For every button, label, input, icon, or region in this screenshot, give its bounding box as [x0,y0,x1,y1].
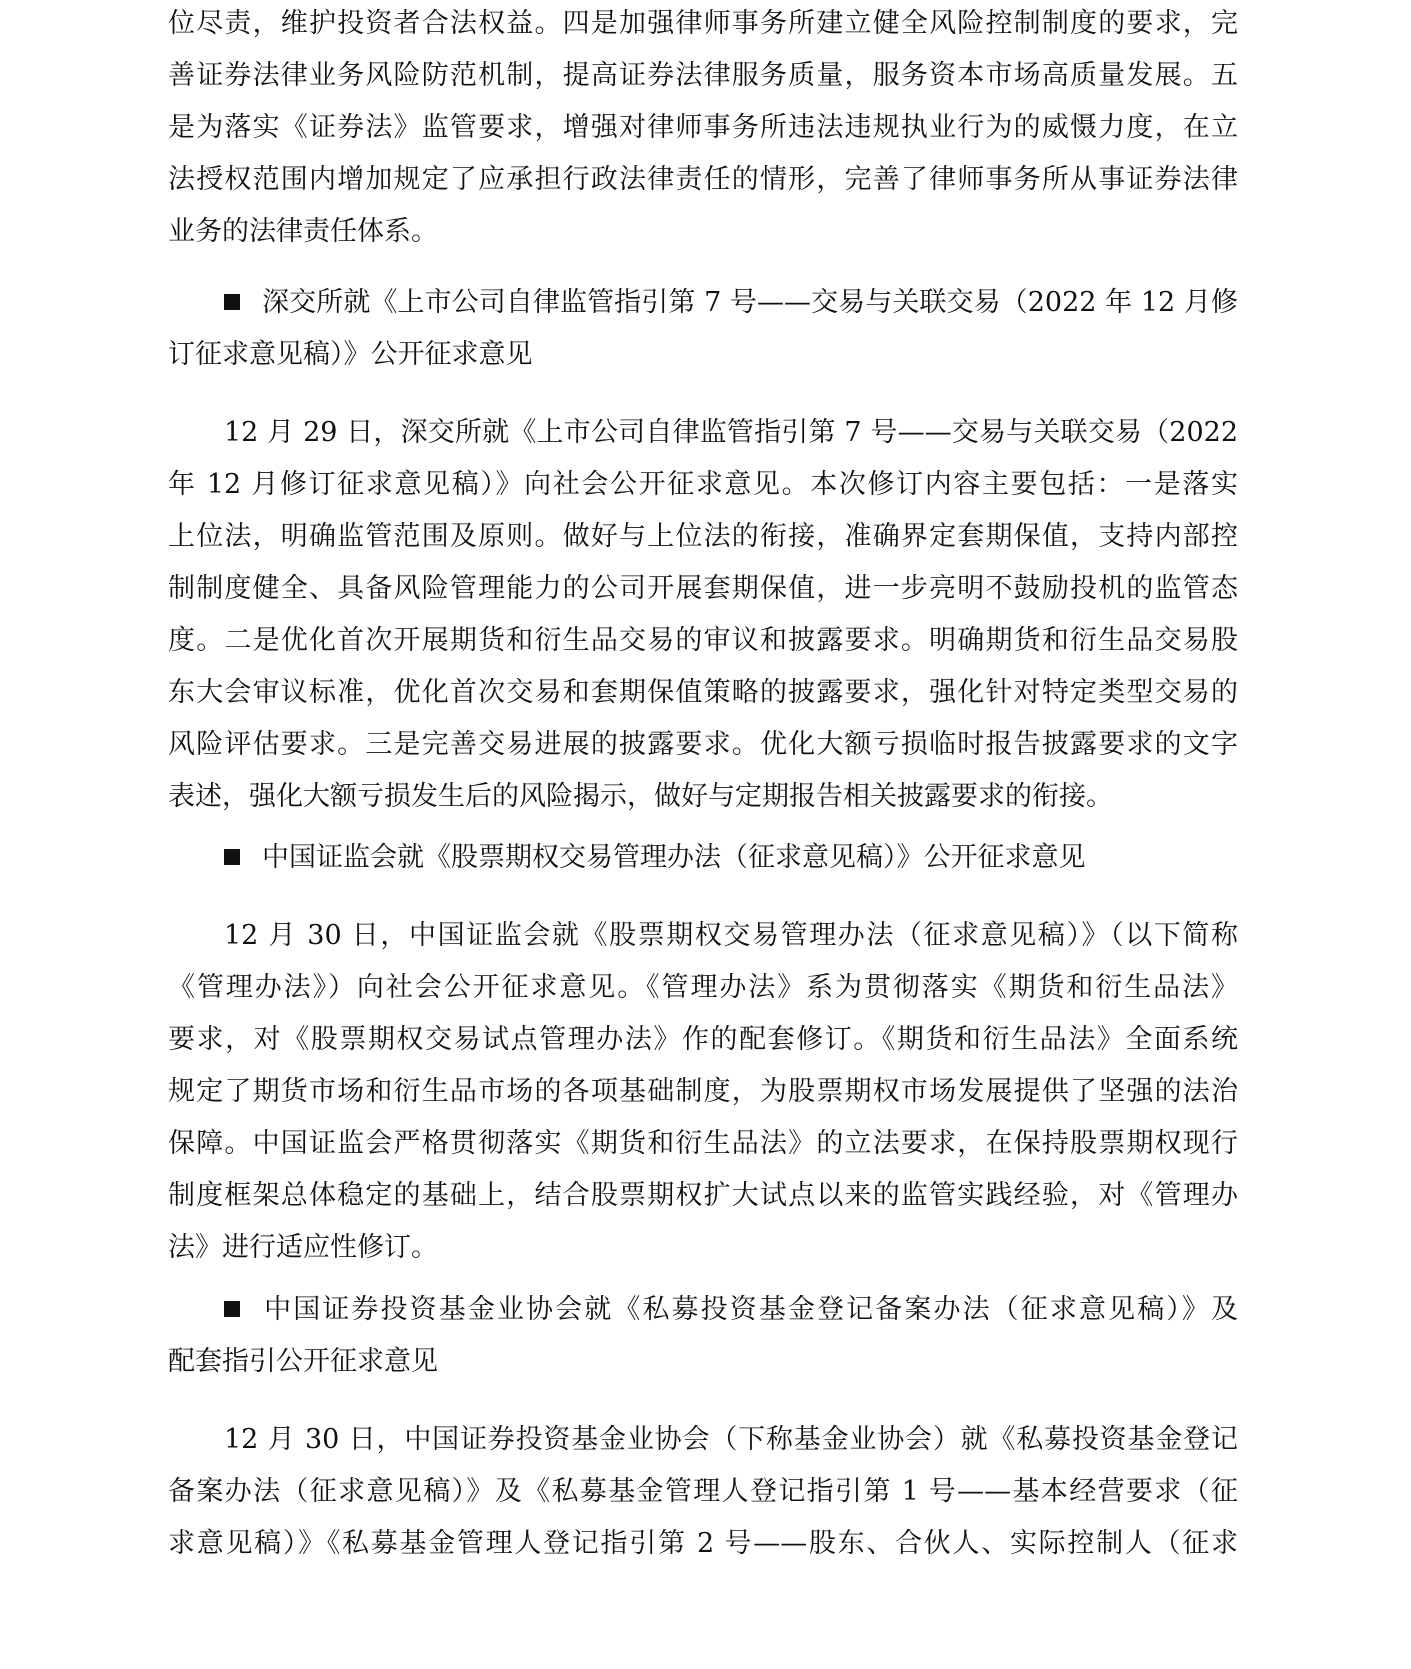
paragraph-amac-line: 备案办法（征求意见稿）》及《私募基金管理人登记指引第 1 号——基本经营要求（征 [168,1476,1238,1507]
paragraph-top-line: 业务的法律责任体系。 [168,216,438,247]
heading-amac: 中国证券投资基金业协会就《私募投资基金登记备案办法（征求意见稿）》及 [168,1290,1238,1330]
bullet-square-icon [224,1301,240,1317]
paragraph-csrc-line: 12 月 30 日，中国证监会就《股票期权交易管理办法（征求意见稿）》（以下简称 [224,920,1238,951]
paragraph-amac-line: 求意见稿）》《私募基金管理人登记指引第 2 号——股东、合伙人、实际控制人（征求 [168,1528,1238,1559]
paragraph-szse-line: 年 12 月修订征求意见稿）》向社会公开征求意见。本次修订内容主要包括：一是落实 [168,469,1238,500]
paragraph-szse-line: 度。二是优化首次开展期货和衍生品交易的审议和披露要求。明确期货和衍生品交易股 [168,625,1238,656]
heading-szse-line: 订征求意见稿）》公开征求意见 [168,339,533,370]
paragraph-top-line: 法授权范围内增加规定了应承担行政法律责任的情形，完善了律师事务所从事证券法律 [168,164,1238,195]
bullet-square-icon [224,849,240,865]
paragraph-szse-line: 东大会审议标准，优化首次交易和套期保值策略的披露要求，强化针对特定类型交易的 [168,677,1238,708]
paragraph-szse-line: 上位法，明确监管范围及原则。做好与上位法的衔接，准确界定套期保值，支持内部控 [168,521,1238,552]
paragraph-szse-line: 制制度健全、具备风险管理能力的公司开展套期保值，进一步亮明不鼓励投机的监管态 [168,573,1238,604]
paragraph-szse-line: 表述，强化大额亏损发生后的风险揭示，做好与定期报告相关披露要求的衔接。 [168,781,1113,812]
heading-szse: 深交所就《上市公司自律监管指引第 7 号——交易与关联交易（2022 年 12 月修 [168,283,1238,323]
paragraph-top-line: 善证券法律业务风险防范机制，提高证券法律服务质量，服务资本市场高质量发展。五 [168,60,1238,91]
paragraph-csrc-line: 规定了期货市场和衍生品市场的各项基础制度，为股票期权市场发展提供了坚强的法治 [168,1076,1238,1107]
paragraph-csrc-line: 要求，对《股票期权交易试点管理办法》作的配套修订。《期货和衍生品法》全面系统 [168,1024,1238,1055]
bullet-square-icon [224,294,240,310]
paragraph-csrc-line: 《管理办法》）向社会公开征求意见。《管理办法》系为贯彻落实《期货和衍生品法》 [168,972,1238,1003]
paragraph-csrc-line: 保障。中国证监会严格贯彻落实《期货和衍生品法》的立法要求，在保持股票期权现行 [168,1128,1238,1159]
paragraph-top-line: 位尽责，维护投资者合法权益。四是加强律师事务所建立健全风险控制制度的要求，完 [168,8,1238,39]
paragraph-top-line: 是为落实《证券法》监管要求，增强对律师事务所违法违规执业行为的威慑力度，在立 [168,112,1238,143]
paragraph-csrc-line: 法》进行适应性修订。 [168,1232,438,1263]
paragraph-csrc-line: 制度框架总体稳定的基础上，结合股票期权扩大试点以来的监管实践经验，对《管理办 [168,1180,1238,1211]
heading-amac-line: 配套指引公开征求意见 [168,1346,438,1377]
paragraph-szse-line: 12 月 29 日，深交所就《上市公司自律监管指引第 7 号——交易与关联交易（2022 [224,417,1238,448]
paragraph-szse-line: 风险评估要求。三是完善交易进展的披露要求。优化大额亏损临时报告披露要求的文字 [168,729,1238,760]
paragraph-amac-line: 12 月 30 日，中国证券投资基金业协会（下称基金业协会）就《私募投资基金登记 [224,1424,1238,1455]
heading-csrc: 中国证监会就《股票期权交易管理办法（征求意见稿）》公开征求意见 [168,838,1238,878]
